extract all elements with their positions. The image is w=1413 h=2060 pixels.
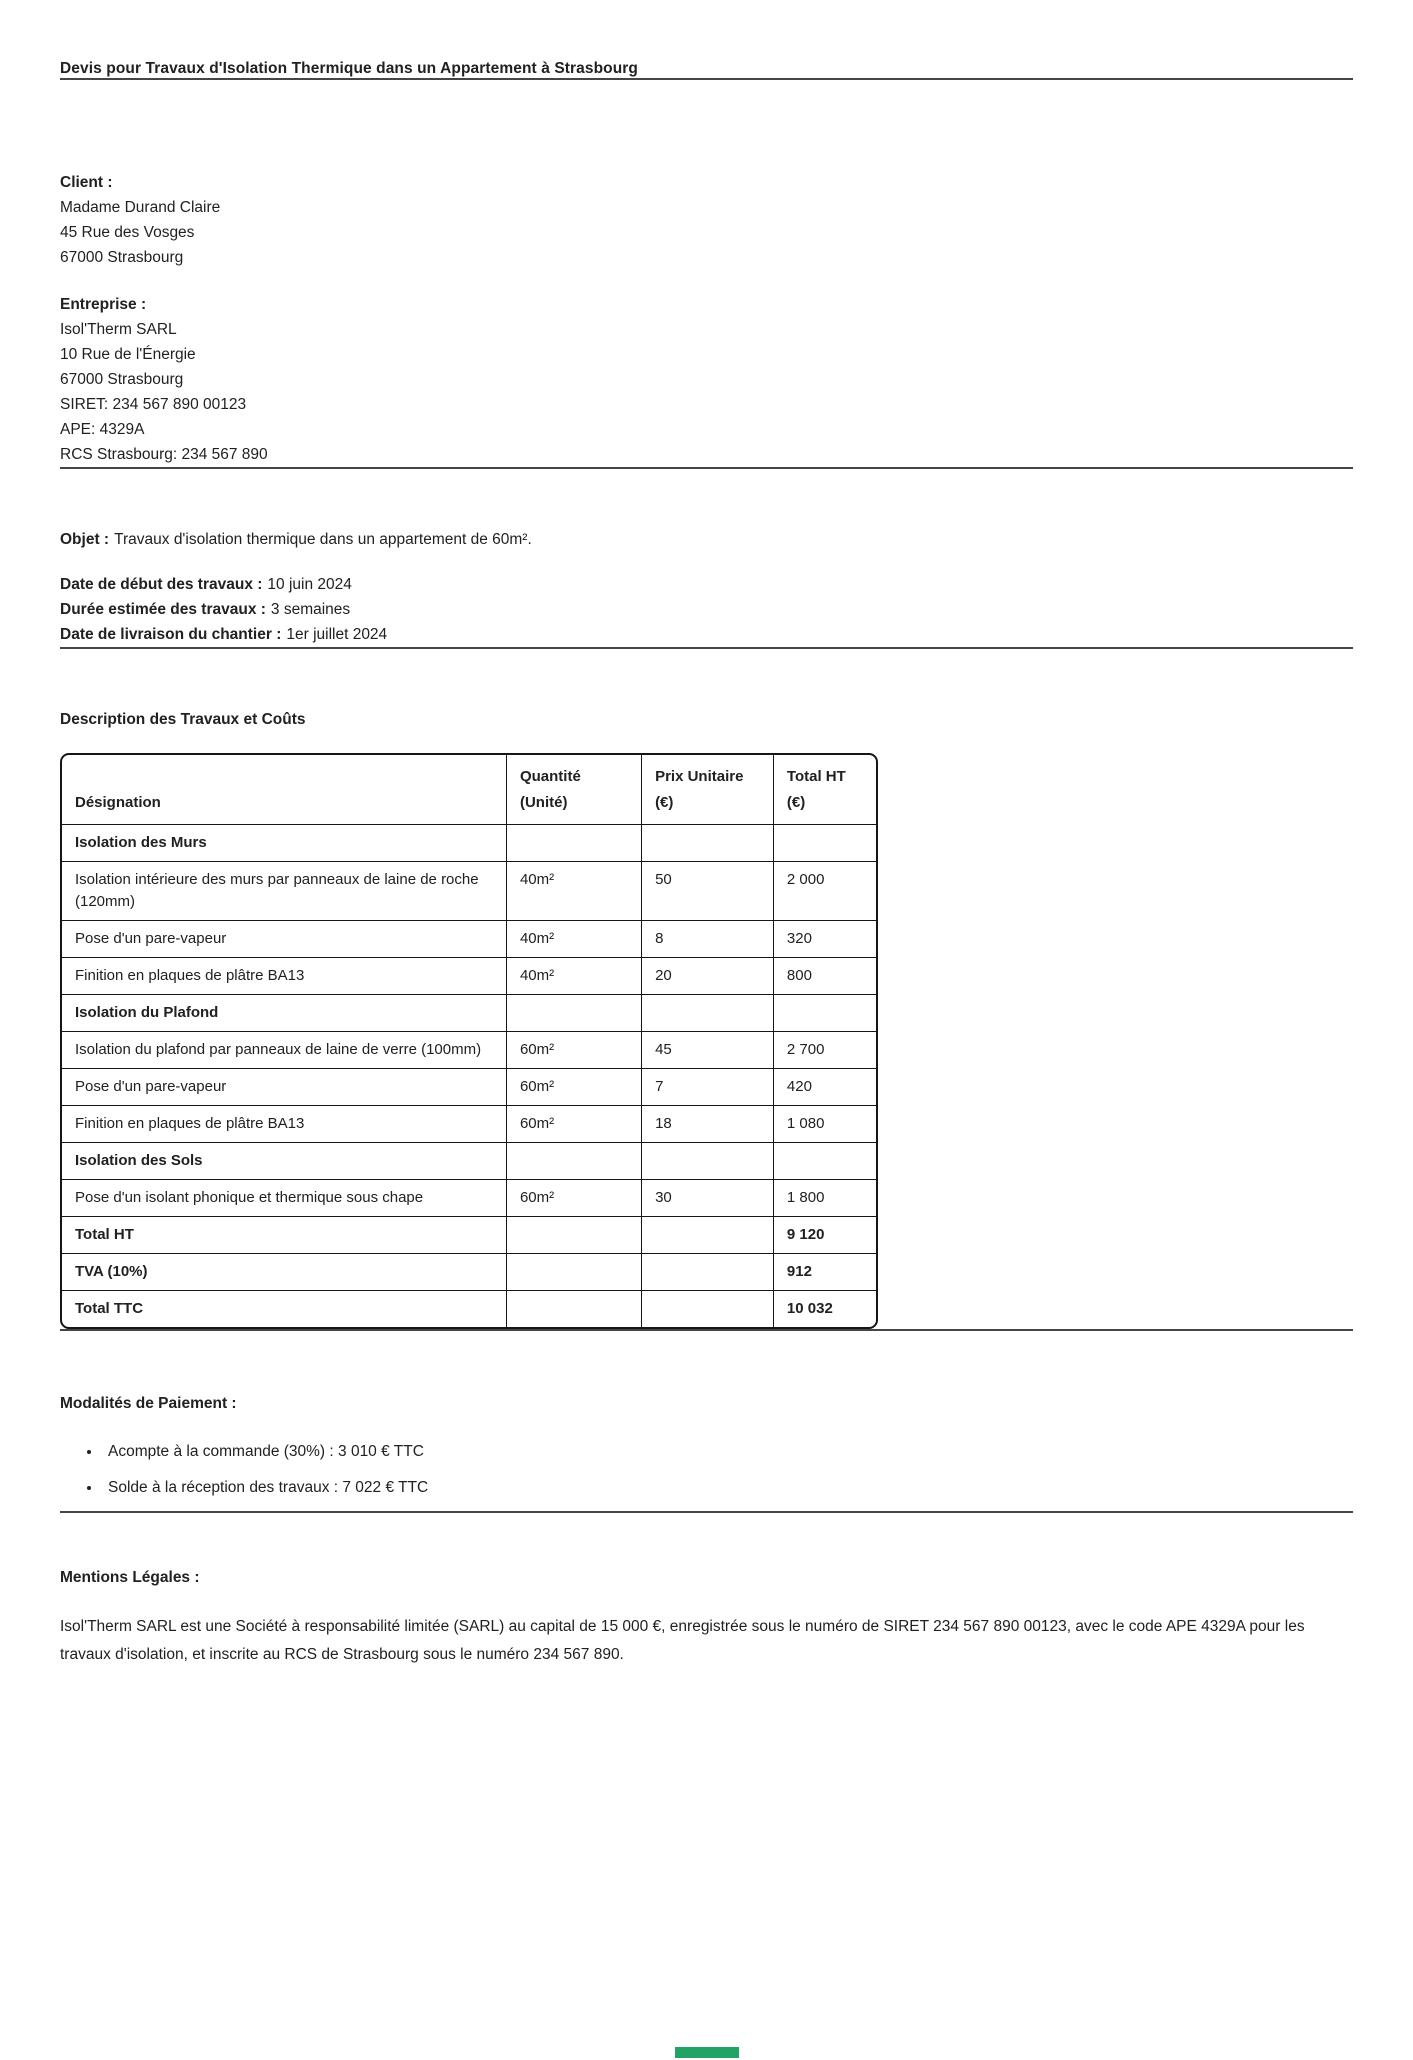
client-street: 45 Rue des Vosges: [60, 224, 195, 241]
start-date-value: 10 juin 2024: [267, 576, 352, 593]
start-date-line: [60, 572, 1353, 597]
cell-designation: TVA (10%): [62, 1254, 506, 1291]
company-city: 67000 Strasbourg: [60, 371, 184, 388]
client-block: [60, 170, 1353, 270]
cell-total: 10 032: [773, 1291, 876, 1328]
table-row-item: [62, 1069, 876, 1106]
cell-prix: 50: [642, 862, 774, 921]
divider: [60, 1511, 1353, 1513]
cell-designation: Isolation du Plafond: [62, 995, 506, 1032]
company-street: 10 Rue de l'Énergie: [60, 346, 196, 363]
cell-prix: [642, 1291, 774, 1328]
cost-table-head: [62, 755, 876, 825]
cell-total: [773, 995, 876, 1032]
cell-prix: 8: [642, 921, 774, 958]
table-row-item: [62, 1106, 876, 1143]
cell-prix: [642, 825, 774, 862]
table-row-section: [62, 995, 876, 1032]
divider: [60, 467, 1353, 469]
payment-list-item: • Acompte à la commande (30%) : 3 010 € TTC: [102, 1439, 1353, 1464]
cell-total: 420: [773, 1069, 876, 1106]
cell-prix: [642, 1143, 774, 1180]
cell-designation: Isolation du plafond par panneaux de laine de verre (100mm): [62, 1032, 506, 1069]
header-cell-total: Total HT (€): [773, 755, 876, 825]
legal-text: Isol'Therm SARL est une Société à responsabilité limitée (SARL) au capital de 15 000 €, enregistrée sous le numéro de SIRET 234 567 890 00123, avec le code APE 4329A pour les travaux d'isolation, et inscrite au RCS de Strasbourg sous le numéro 234 567 890.: [60, 1618, 1305, 1663]
cost-table: [60, 753, 878, 1329]
cell-quantite: 40m²: [506, 862, 641, 921]
cell-total: 2 000: [773, 862, 876, 921]
cell-prix: [642, 1217, 774, 1254]
works-section-heading: Description des Travaux et Coûts: [60, 711, 306, 728]
cell-quantite: 60m²: [506, 1032, 641, 1069]
header-cell-quantite: Quantité (Unité): [506, 755, 641, 825]
table-row-total: [62, 1254, 876, 1291]
client-name: Madame Durand Claire: [60, 199, 221, 216]
company-label: Entreprise :: [60, 296, 147, 313]
divider: [60, 647, 1353, 649]
table-row-total: [62, 1217, 876, 1254]
cell-designation: Total HT: [62, 1217, 506, 1254]
cell-designation: Finition en plaques de plâtre BA13: [62, 1106, 506, 1143]
duration-value: 3 semaines: [270, 601, 351, 618]
cell-prix: 18: [642, 1106, 774, 1143]
cell-prix: 45: [642, 1032, 774, 1069]
document-page: [0, 60, 1413, 2060]
cell-quantite: [506, 1254, 641, 1291]
cell-designation: Isolation des Sols: [62, 1143, 506, 1180]
delivery-date-label: Date de livraison du chantier :: [60, 626, 282, 643]
cell-prix: 7: [642, 1069, 774, 1106]
object-text: Travaux d'isolation thermique dans un appartement de 60m².: [114, 531, 532, 548]
table-row-section: [62, 1143, 876, 1180]
table-row-item: [62, 862, 876, 921]
cell-total: 320: [773, 921, 876, 958]
table-row-section: [62, 825, 876, 862]
cell-quantite: [506, 995, 641, 1032]
table-row-total: [62, 1291, 876, 1328]
client-label: Client :: [60, 174, 113, 191]
duration-label: Durée estimée des travaux :: [60, 601, 266, 618]
company-rcs: RCS Strasbourg: 234 567 890: [60, 446, 268, 463]
cell-quantite: 40m²: [506, 958, 641, 995]
document-title: Devis pour Travaux d'Isolation Thermique dans un Appartement à Strasbourg: [60, 60, 638, 77]
cell-prix: 30: [642, 1180, 774, 1217]
cell-quantite: [506, 1291, 641, 1328]
cell-designation: Isolation intérieure des murs par panneaux de laine de roche (120mm): [62, 862, 506, 921]
start-date-label: Date de début des travaux :: [60, 576, 263, 593]
header-cell-designation: Désignation: [62, 755, 506, 825]
table-row-item: [62, 1032, 876, 1069]
table-header-row: [62, 755, 876, 825]
cell-quantite: [506, 825, 641, 862]
company-name: Isol'Therm SARL: [60, 321, 177, 338]
client-city: 67000 Strasbourg: [60, 249, 184, 266]
cell-quantite: 60m²: [506, 1069, 641, 1106]
table-row-item: [62, 1180, 876, 1217]
cell-total: 9 120: [773, 1217, 876, 1254]
page-end-marker: [675, 2047, 739, 2058]
object-label: Objet :: [60, 531, 110, 548]
delivery-date-value: 1er juillet 2024: [286, 626, 388, 643]
duration-line: [60, 597, 1353, 622]
cell-total: 800: [773, 958, 876, 995]
cell-designation: Pose d'un pare-vapeur: [62, 921, 506, 958]
cell-designation: Pose d'un pare-vapeur: [62, 1069, 506, 1106]
cell-total: 1 080: [773, 1106, 876, 1143]
cell-designation: Total TTC: [62, 1291, 506, 1328]
header-cell-prix: Prix Unitaire (€): [642, 755, 774, 825]
table-row-item: [62, 921, 876, 958]
cell-quantite: [506, 1143, 641, 1180]
cell-total: 2 700: [773, 1032, 876, 1069]
cell-total: [773, 1143, 876, 1180]
company-block: [60, 292, 1353, 467]
cost-table-body: [62, 825, 876, 1328]
cell-prix: [642, 1254, 774, 1291]
company-ape: APE: 4329A: [60, 421, 145, 438]
cell-designation: Isolation des Murs: [62, 825, 506, 862]
divider: [60, 78, 1353, 80]
legal-heading: Mentions Légales :: [60, 1569, 200, 1586]
divider: [60, 1329, 1353, 1331]
delivery-date-line: [60, 622, 1353, 647]
payment-list-item: • Solde à la réception des travaux : 7 022 € TTC: [102, 1475, 1353, 1500]
cell-total: 912: [773, 1254, 876, 1291]
cell-prix: 20: [642, 958, 774, 995]
document-content: [0, 60, 1413, 1669]
payment-heading: Modalités de Paiement :: [60, 1395, 237, 1412]
cell-quantite: [506, 1217, 641, 1254]
table-row-item: [62, 958, 876, 995]
cell-quantite: 60m²: [506, 1106, 641, 1143]
cell-total: [773, 825, 876, 862]
cell-prix: [642, 995, 774, 1032]
company-siret: SIRET: 234 567 890 00123: [60, 396, 247, 413]
cell-quantite: 40m²: [506, 921, 641, 958]
cell-total: 1 800: [773, 1180, 876, 1217]
payment-list: [60, 1439, 1353, 1500]
cell-designation: Finition en plaques de plâtre BA13: [62, 958, 506, 995]
cell-quantite: 60m²: [506, 1180, 641, 1217]
dates-block: [60, 572, 1353, 647]
cell-designation: Pose d'un isolant phonique et thermique sous chape: [62, 1180, 506, 1217]
object-line: [60, 527, 1353, 552]
